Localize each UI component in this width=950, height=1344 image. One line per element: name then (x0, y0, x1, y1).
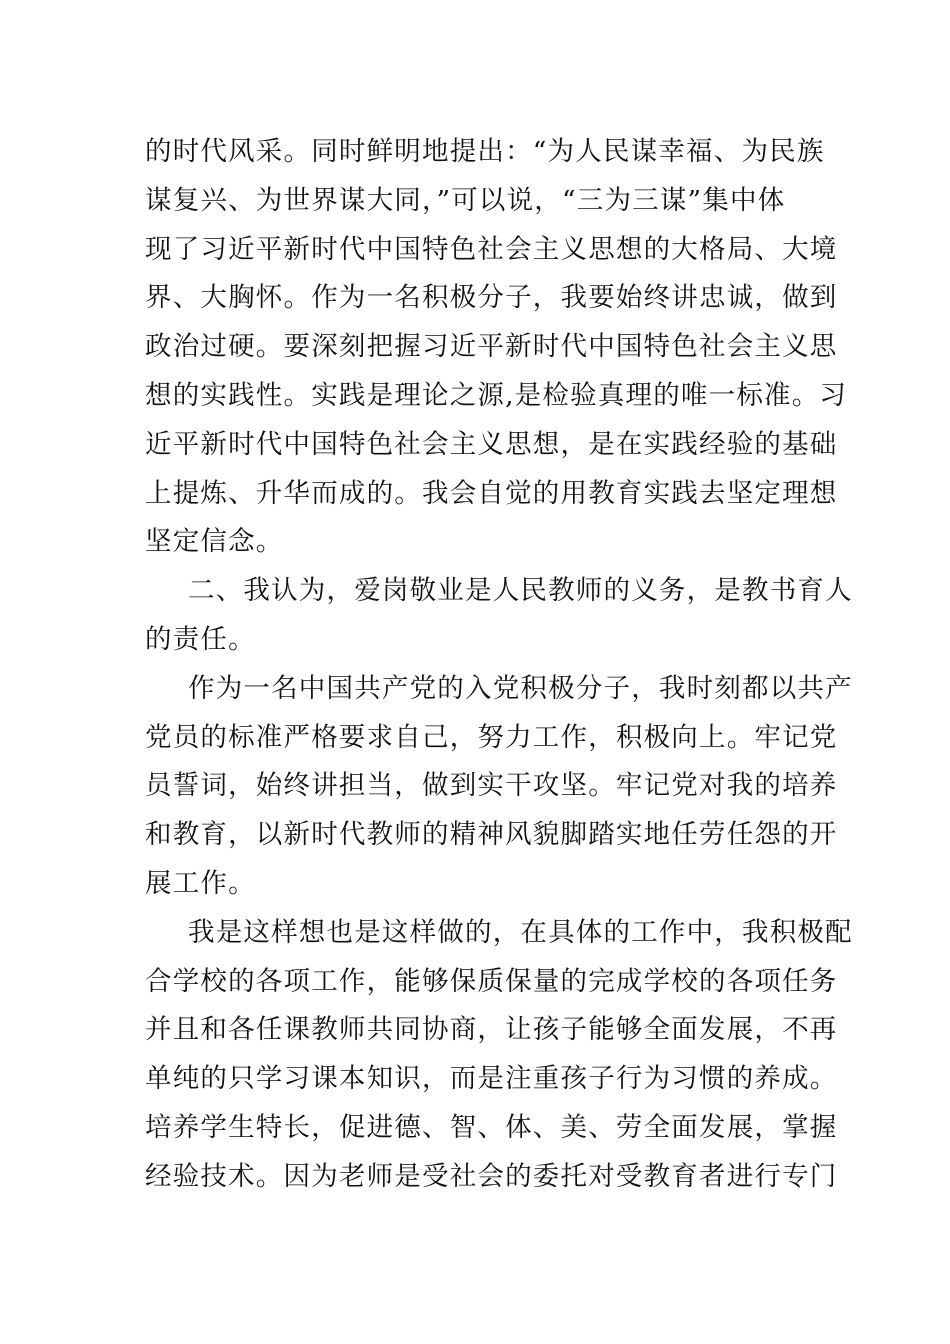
text-line: 近平新时代中国特色社会主义思想，是在实践经验的基础 (145, 428, 838, 460)
text-line: 上提炼、升华而成的。我会自觉的用教育实践去坚定理想 (145, 477, 838, 509)
text-line: 想的实践性。实践是理论之源,是检验真理的唯一标准。习 (145, 379, 848, 411)
text-line: 并且和各任课教师共同协商，让孩子能够全面发展，不再 (145, 1014, 838, 1046)
text-line: 员誓词，始终讲担当，做到实干攻坚。牢记党对我的培养 (145, 770, 838, 802)
text-line: 培养学生特长，促进德、智、体、美、劳全面发展，掌握 (145, 1111, 838, 1143)
paragraph-start-line: 我是这样想也是这样做的，在具体的工作中，我积极配 (188, 916, 853, 948)
text-line: 和教育，以新时代教师的精神风貌脚踏实地任劳任怨的开 (145, 819, 838, 851)
text-line: 政治过硬。要深刻把握习近平新时代中国特色社会主义思 (145, 331, 838, 363)
text-line: 单纯的只学习课本知识，而是注重孩子行为习惯的养成。 (145, 1063, 838, 1095)
paragraph-start-line: 二、我认为，爱岗敬业是人民教师的义务，是教书育人 (188, 575, 853, 607)
text-line: 的责任。 (145, 623, 256, 655)
text-line: 合学校的各项工作，能够保质保量的完成学校的各项任务 (145, 965, 838, 997)
text-line: 谋复兴、为世界谋大同，”可以说，“三为三谋”集中体 (145, 184, 786, 216)
text-line: 界、大胸怀。作为一名积极分子，我要始终讲忠诚，做到 (145, 282, 838, 314)
text-line: 现了习近平新时代中国特色社会主义思想的大格局、大境 (145, 233, 838, 265)
text-line: 经验技术。因为老师是受社会的委托对受教育者进行专门 (145, 1160, 838, 1192)
text-line: 党员的标准严格要求自己，努力工作，积极向上。牢记党 (145, 721, 838, 753)
body-text (145, 128, 853, 1202)
text-line: 坚定信念。 (145, 526, 284, 558)
paragraph-start-line: 作为一名中国共产党的入党积极分子，我时刻都以共产 (188, 672, 853, 704)
text-line: 展工作。 (145, 867, 256, 899)
text-line: 的时代风采。同时鲜明地提出：“为人民谋幸福、为民族 (145, 136, 825, 167)
